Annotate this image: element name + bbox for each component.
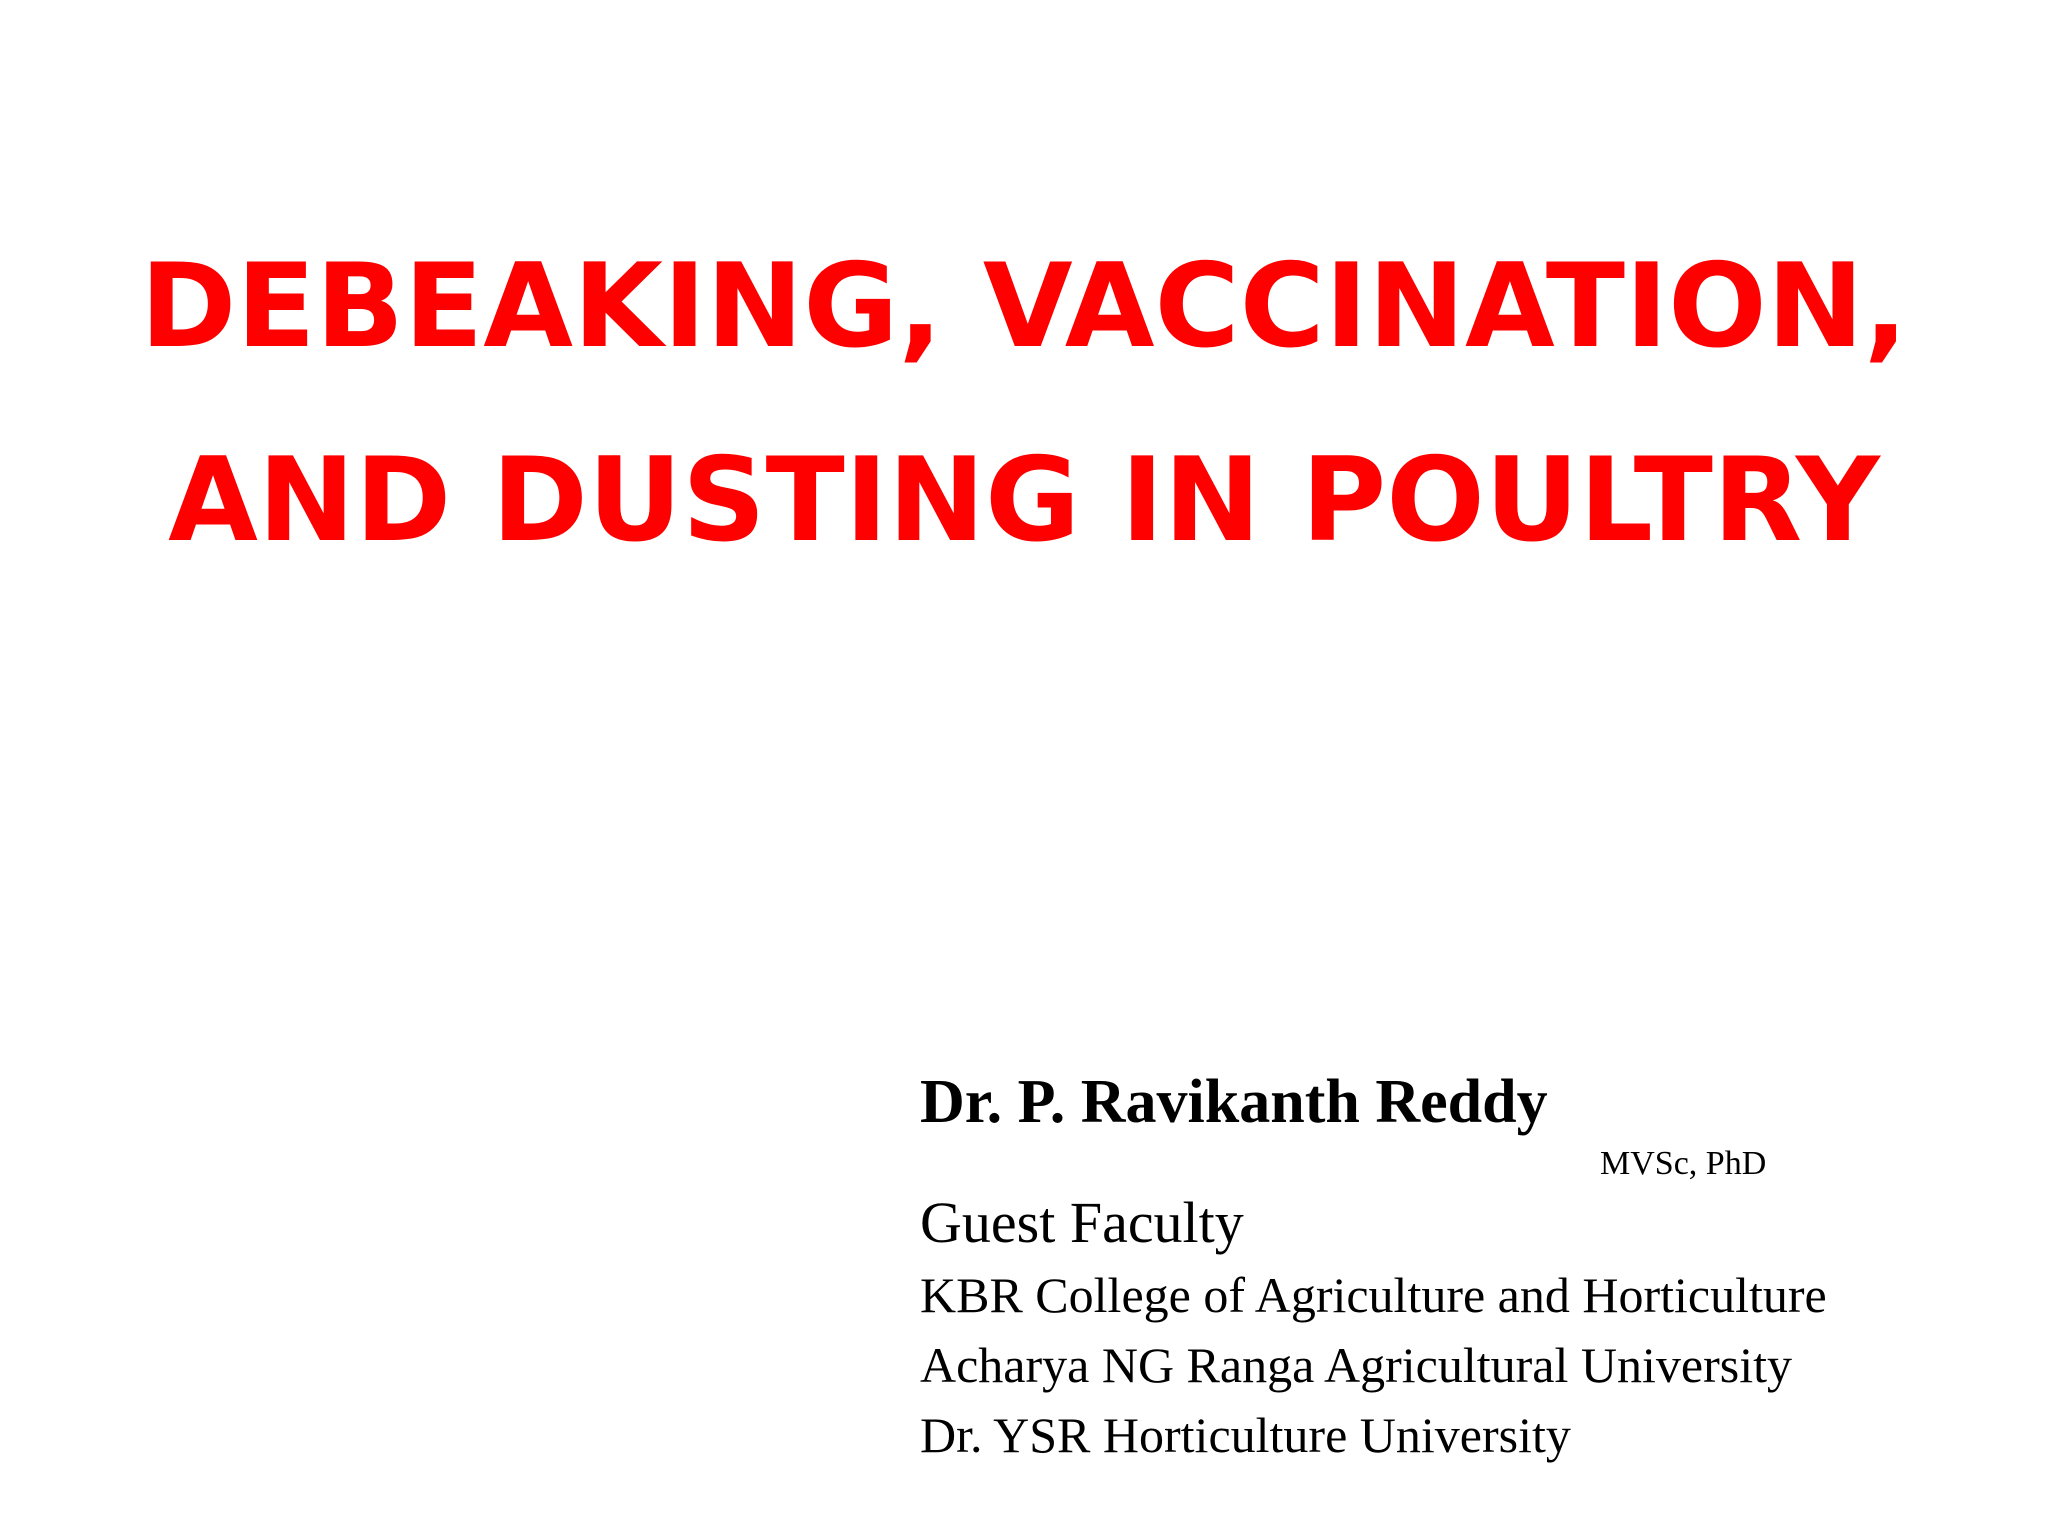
author-degrees: MVSc, PhD xyxy=(1600,1145,1767,1182)
title-line-2: AND DUSTING IN POULTRY xyxy=(168,433,1880,568)
author-block xyxy=(920,1060,2020,1470)
author-name: Dr. P. Ravikanth Reddy xyxy=(920,1068,1548,1136)
title-line-1: DEBEAKING, VACCINATION, xyxy=(140,239,1908,374)
affiliation-college: KBR College of Agriculture and Horticulture xyxy=(920,1267,1827,1323)
slide-title xyxy=(0,210,2048,598)
author-position: Guest Faculty xyxy=(920,1190,1244,1255)
affiliation-university-2: Dr. YSR Horticulture University xyxy=(920,1407,1571,1463)
affiliation-university-1: Acharya NG Ranga Agricultural University xyxy=(920,1337,1792,1393)
